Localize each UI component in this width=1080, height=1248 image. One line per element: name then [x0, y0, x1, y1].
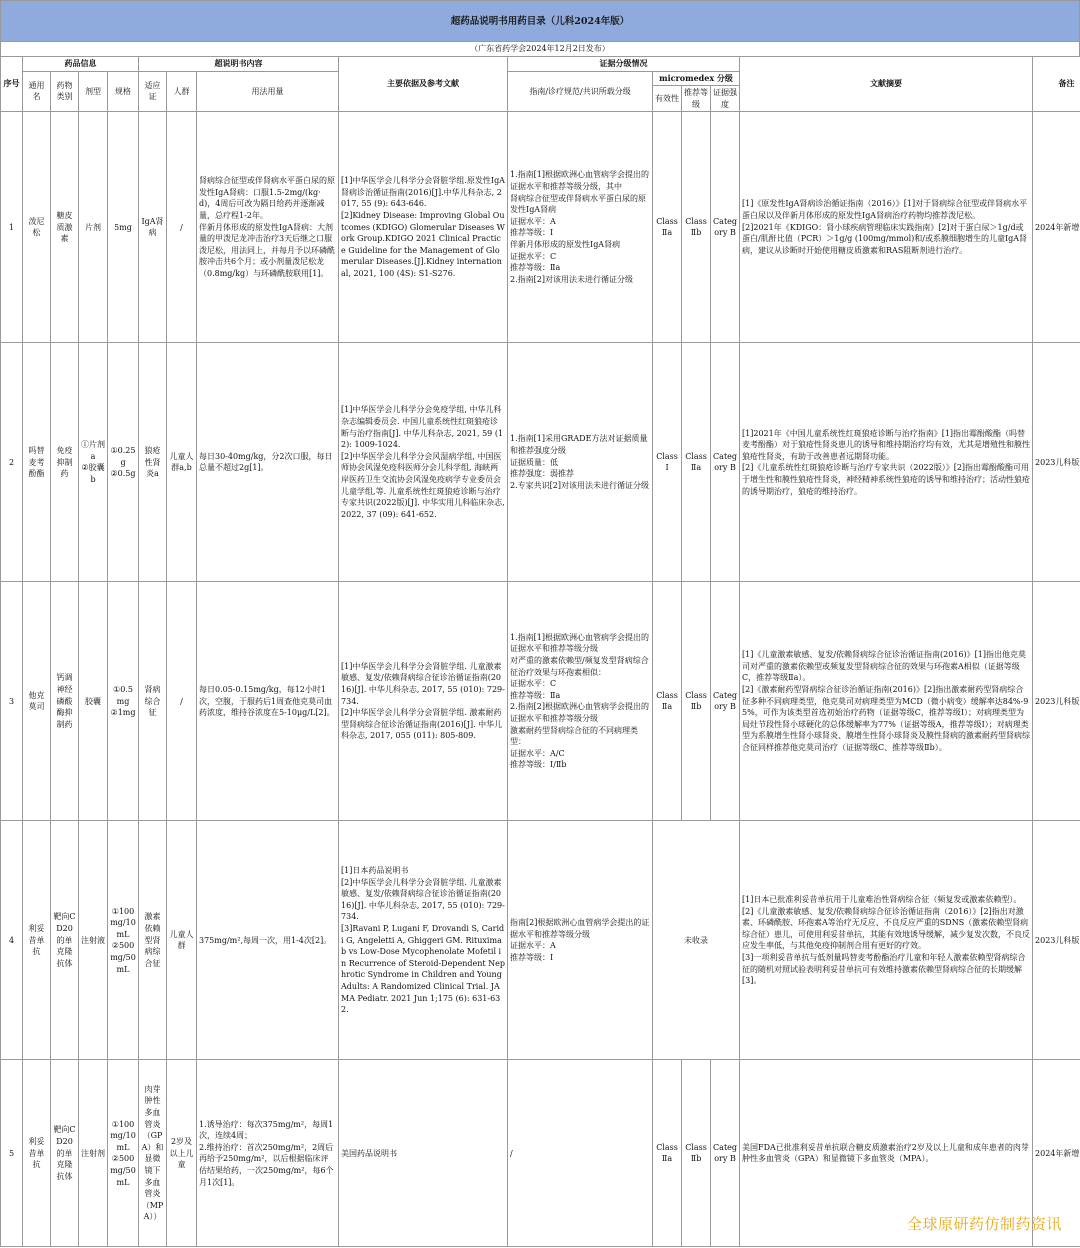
cell-efficacy: Class Ⅱa [653, 112, 682, 343]
cell-evidence-strength: Category B [711, 582, 740, 821]
cell-guideline-grading: 1.指南[1]采用GRADE方法对证据质量和推荐强度分级 证据质量：低 推荐强度：弱推荐 2.专家共识[2]对该用法未进行循证分级 [508, 343, 653, 582]
cell-generic-name: 泼尼松 [23, 112, 51, 343]
cell-evidence-strength: Category B [711, 343, 740, 582]
cell-efficacy: Class Ⅰ [653, 343, 682, 582]
cell-spec: ①100mg/10mL ②500mg/50mL [108, 1060, 139, 1247]
table-row [1, 582, 1080, 821]
cell-abstract: 美国FDA已批准利妥昔单抗联合糖皮质激素治疗2岁及以上儿童和成年患者的肉芽肿性多血管炎（GPA）和显微镜下多血管炎（MPA）。 [740, 1060, 1033, 1247]
cell-basis: [1]中华医学会儿科学分会免疫学组, 中华儿科杂志编辑委员会. 中国儿童系统性红斑狼疮诊断与治疗指南[J]. 中华儿科杂志, 2021, 59 (12): 1009-1024. [2]中华医学会儿科学分会风湿病学组, 中国医师协会风湿免疫科医师分会儿科学组, 海峡两岸医药卫生交流协会风湿免疫病学专业委员会儿童学组,等. 儿童系统性红斑狼疮诊断与治疗专家共识(2022版)[J]. 中华实用儿科临床杂志, 2022, 37 (09): 641-652. [339, 343, 508, 582]
header-indication: 适应证 [139, 71, 167, 112]
header-drug-class: 药物类别 [51, 71, 79, 112]
cell-micromedex-merged: 未收录 [653, 821, 740, 1060]
cell-drug-class: 钙调神经磷酸酶抑制药 [51, 582, 79, 821]
cell-drug-class: 免疫抑制药 [51, 343, 79, 582]
cell-population: / [167, 582, 197, 821]
cell-evidence-strength: Category B [711, 1060, 740, 1247]
header-seq: 序号 [1, 57, 23, 112]
document-subtitle: （广东省药学会2024年12月2日发布） [0, 42, 1080, 56]
cell-indication: 激素依赖型肾病综合征 [139, 821, 167, 1060]
cell-basis: [1]中华医学会儿科学分会肾脏学组. 儿童激素敏感、复发/依赖肾病综合征诊治循证指南(2016)[J]. 中华儿科杂志, 2017, 55 (010): 729-734. [2]中华医学会儿科学分会肾脏学组. 激素耐药型肾病综合征诊治循证指南(2016)[J]. 中华儿科杂志, 2017, 055 (011): 805-809. [339, 582, 508, 821]
cell-spec: ①100mg/10mL ②500mg/50mL [108, 821, 139, 1060]
cell-spec: ①0.25g ②0.5g [108, 343, 139, 582]
header-generic-name: 通用名 [23, 71, 51, 112]
header-evidence-strength: 证据强度 [711, 86, 740, 112]
cell-usage: 1.诱导治疗：每次375mg/m²，每周1次，连续4周； 2.维持治疗：首次250mg/m²，2周后再给予250mg/m²，以后根据临床评估结果给药，一次250mg/m²，每6个月1次[1]。 [197, 1060, 339, 1247]
cell-usage: 375mg/m²,每周一次，用1-4次[2]。 [197, 821, 339, 1060]
cell-seq: 3 [1, 582, 23, 821]
cell-remark: 2023儿科版 [1033, 343, 1080, 582]
cell-remark: 2023儿科版 [1033, 582, 1080, 821]
document-title: 超药品说明书用药目录（儿科2024年版） [0, 0, 1080, 42]
cell-dosage-form: 片剂 [79, 112, 108, 343]
cell-basis: [1]日本药品说明书 [2]中华医学会儿科学分会肾脏学组. 儿童激素敏感、复发/依赖肾病综合征诊治循证指南(2016)[J]. 中华儿科杂志, 2017, 55 (010): 729-734. [3]Ravani P, Lugani F, Drovandi S, Caridi G, Angeletti A, Ghiggeri GM. Rituximab vs Low-Dose Mycophenolate Mofetil in Recurrence of Steroid-Dependent Nephrotic Syndrome in Children and Young Adults: A Randomized Clinical Trial. JAMA Pediatr. 2021 Jun 1;175 (6): 631-632. [339, 821, 508, 1060]
header-guideline-grading: 指南/诊疗规范/共识所载分级 [508, 71, 653, 112]
table-row [1, 821, 1080, 1060]
cell-drug-class: 糖皮质激素 [51, 112, 79, 343]
header-usage: 用法用量 [197, 71, 339, 112]
cell-recommendation: Class Ⅱb [682, 582, 711, 821]
cell-dosage-form: 胶囊 [79, 582, 108, 821]
header-spec: 规格 [108, 71, 139, 112]
header-recommendation: 推荐等级 [682, 86, 711, 112]
cell-usage: 每日0.05-0.15mg/kg，每12小时1次，空腹，于服药后1周查他克莫司血药浓度，维持谷浓度在5-10μg/L[2]。 [197, 582, 339, 821]
cell-population: 儿童人群a,b [167, 343, 197, 582]
cell-evidence-strength: Category B [711, 112, 740, 343]
header-drug-info: 药品信息 [23, 57, 139, 72]
cell-population: 2岁及以上儿童 [167, 1060, 197, 1247]
header-evidence: 证据分级情况 [508, 57, 740, 72]
cell-remark: 2024年新增 [1033, 112, 1080, 343]
cell-efficacy: Class Ⅱa [653, 582, 682, 821]
cell-efficacy: Class Ⅱa [653, 1060, 682, 1247]
header-efficacy: 有效性 [653, 86, 682, 112]
cell-seq: 2 [1, 343, 23, 582]
cell-recommendation: Class Ⅱb [682, 1060, 711, 1247]
cell-generic-name: 吗替麦考酚酯 [23, 343, 51, 582]
header-micromedex: micromedex 分级 [653, 71, 740, 86]
header-population: 人群 [167, 71, 197, 112]
cell-seq: 1 [1, 112, 23, 343]
cell-recommendation: Class Ⅱa [682, 343, 711, 582]
cell-usage: 肾病综合征型或伴肾病水平蛋白尿的原发性IgA肾病：口服1.5-2mg/(kg·d)，4周后可改为隔日给药并逐渐减量，总疗程1-2年。 伴新月体形成的原发性IgA肾病：大剂量的甲泼尼龙冲击治疗3天后继之口服泼尼松，用法同上，并每月予以环磷酰胺冲击共6个月；或小剂量泼尼松龙（0.8mg/kg）与环磷酰胺联用[1]。 [197, 112, 339, 343]
cell-dosage-form: ①片剂a ②胶囊b [79, 343, 108, 582]
header-basis: 主要依据及参考文献 [339, 57, 508, 112]
cell-indication: 狼疮性肾炎a [139, 343, 167, 582]
cell-indication: 肾病综合征 [139, 582, 167, 821]
cell-usage: 每日30-40mg/kg，分2次口服，每日总量不超过2g[1]。 [197, 343, 339, 582]
header-abstract: 文献摘要 [740, 57, 1033, 112]
cell-spec: ①0.5mg ②1mg [108, 582, 139, 821]
cell-remark: 2023儿科版 [1033, 821, 1080, 1060]
cell-abstract: [1]日本已批准利妥昔单抗用于儿童难治性肾病综合征（频复发或激素依赖型）。 [2]《儿童激素敏感、复发/依赖肾病综合征诊治循证指南（2016）》[2]指出对激素、环磷酰胺、环孢素A等治疗无反应、不良反应严重的SDNS（激素依赖型肾病综合征）患儿，可使用利妥昔单抗，其能有效地诱导缓解，减少复发次数，不良反应发生率低，与其他免疫抑制剂合用有更好的疗效。 [3]一项利妥昔单抗与低剂量吗替麦考酚酯治疗儿童和年轻人激素依赖型肾病综合征的随机对照试验表明利妥昔单抗可有效维持激素依赖型肾病综合征的长期缓解[3]。 [740, 821, 1033, 1060]
cell-recommendation: Class Ⅱb [682, 112, 711, 343]
cell-guideline-grading: / [508, 1060, 653, 1247]
cell-abstract: [1]《儿童激素敏感、复发/依赖肾病综合征诊治循证指南(2016)》[1]指出他克莫司对严重的激素依赖型或频复发型肾病综合征的效果与环孢素A相似（证据等级C，推荐等级Ⅱa）。 [2]《激素耐药型肾病综合征诊治循证指南(2016)》[2]指出激素耐药型肾病综合征多种不同病理类型，他克莫司对病理类型为MCD（微小病变）缓解率达84%-95%，可作为该类型首选初始治疗药物（证据等级C，推荐等级Ⅰ）；对病理类型为局灶节段性肾小球硬化的总体缓解率为77%（证据等级A，推荐等级Ⅰ）；对病理类型为系膜增生性肾小球肾炎、膜增生性肾小球肾炎及膜性肾病的激素耐药型肾病综合征同样推荐他克莫司治疗（证据等级C、推荐等级Ⅱb）。 [740, 582, 1033, 821]
watermark-text: 全球原研药仿制药资讯 [906, 1215, 1062, 1233]
cell-abstract: [1]2021年《中国儿童系统性红斑狼疮诊断与治疗指南》[1]指出霉酚酸酯（吗替麦考酚酯）对于狼疮性肾炎患儿的诱导和维持期治疗均有效，尤其是增殖性和膜性狼疮性肾炎，有助于改善患者远期肾功能。 [2]《儿童系统性红斑狼疮诊断与治疗专家共识（2022版）》[2]指出霉酚酸酯可用于增生性和膜性狼疮性肾炎，神经精神系统性狼疮的诱导和维持治疗；活动性狼疮的诱导期治疗，狼疮的维持治疗。 [740, 343, 1033, 582]
cell-dosage-form: 注射剂 [79, 1060, 108, 1247]
cell-generic-name: 他克莫司 [23, 582, 51, 821]
cell-basis: 美国药品说明书 [339, 1060, 508, 1247]
cell-generic-name: 利妥昔单抗 [23, 821, 51, 1060]
table-row [1, 343, 1080, 582]
cell-population: 儿童人群 [167, 821, 197, 1060]
header-remark: 备注 [1033, 57, 1080, 112]
header-dosage-form: 剂型 [79, 71, 108, 112]
cell-drug-class: 靶向CD20的单克隆抗体 [51, 821, 79, 1060]
catalog-table [0, 56, 1080, 1247]
cell-remark: 2024年新增 [1033, 1060, 1080, 1247]
cell-indication: IgA肾病 [139, 112, 167, 343]
cell-guideline-grading: 1.指南[1]根据欧洲心血管病学会提出的证据水平和推荐等级分级，其中 肾病综合征型或伴肾病水平蛋白尿的原发性IgA肾病 证据水平：A 推荐等级：Ⅰ 伴新月体形成的原发性IgA肾病 证据水平：C 推荐等级：Ⅱa 2.指南[2]对该用法未进行循证分级 [508, 112, 653, 343]
cell-generic-name: 利妥昔单抗 [23, 1060, 51, 1247]
cell-basis: [1]中华医学会儿科学分会肾脏学组.原发性IgA肾病诊治循证指南(2016)[J].中华儿科杂志, 2017, 55 (9): 643-646. [2]Kidney Disease: Improving Global Outcomes (KDIGO) Glomerular Diseases Work Group.KDIGO 2021 Clinical Practice Guideline for the Management of Glomerular Diseases.[J].Kidney international, 2021, 100 (4S): S1-S276. [339, 112, 508, 343]
cell-spec: 5mg [108, 112, 139, 343]
cell-guideline-grading: 指南[2]根据欧洲心血管病学会提出的证据水平和推荐等级分级 证据水平：A 推荐等级：Ⅰ [508, 821, 653, 1060]
cell-dosage-form: 注射液 [79, 821, 108, 1060]
cell-abstract: [1]《原发性IgA肾病诊治循证指南（2016）》[1]对于肾病综合征型或伴肾病水平蛋白尿以及伴新月体形成的原发性IgA肾病治疗药物均推荐泼尼松。 [2]2021年《KDIGO：肾小球疾病管理临床实践指南》[2]对于蛋白尿＞1g/d或 蛋白/肌酐比值（PCR）＞1g/g (100mg/mmol)和/或系膜细胞增生的儿童IgA肾病，建议从诊断时开始使用糖皮质激素和RAS阻断剂进行治疗。 [740, 112, 1033, 343]
header-label-content: 超说明书内容 [139, 57, 339, 72]
cell-drug-class: 靶向CD20的单克隆抗体 [51, 1060, 79, 1247]
cell-seq: 4 [1, 821, 23, 1060]
cell-population: / [167, 112, 197, 343]
cell-seq: 5 [1, 1060, 23, 1247]
cell-indication: 肉芽肿性多血管炎（GPA）和显微镜下多血管炎（MPA）） [139, 1060, 167, 1247]
cell-guideline-grading: 1.指南[1]根据欧洲心血管病学会提出的证据水平和推荐等级分级 对严重的激素依赖型/频复发型肾病综合征治疗效果与环孢素相似： 证据水平：C 推荐等级：Ⅱa 2.指南[2]根据欧洲心血管病学会提出的证据水平和推荐等级分级 激素耐药型肾病综合征的不同病理类型： 证据水平：A/C 推荐等级：Ⅰ/Ⅱb [508, 582, 653, 821]
table-row [1, 112, 1080, 343]
